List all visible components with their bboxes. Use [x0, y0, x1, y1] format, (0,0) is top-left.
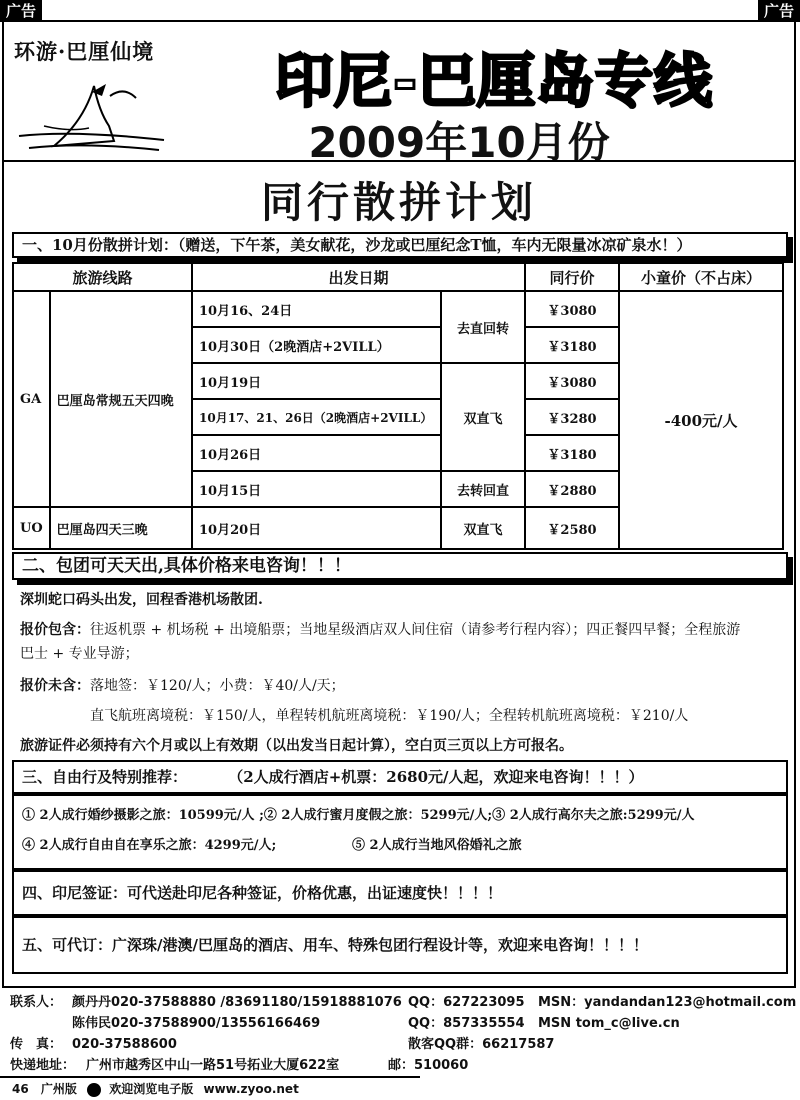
- main-title: 印尼-巴厘岛专线: [274, 47, 714, 115]
- section2-title: 二、包团可天天出,具体价格来电咨询！！！: [12, 552, 788, 580]
- qq-1: QQ：627223095: [408, 995, 525, 1010]
- logo: [14, 36, 179, 166]
- schedule-table: [12, 262, 784, 550]
- address: 广州市越秀区中山一路51号拓业大厦622室: [86, 1058, 340, 1073]
- airline-code: UO: [13, 507, 50, 549]
- contacts: [10, 992, 797, 1076]
- section5-title: 五、可代订：广深珠/港澳/巴厘岛的酒店、用车、特殊包团行程设计等，欢迎来电咨询！！！！: [12, 916, 788, 974]
- excludes-line1: 落地签：￥120/人；小费：￥40/人/天；: [90, 678, 345, 694]
- contact-person-2: 陈伟民020-37588900/13556166469: [72, 1016, 321, 1031]
- globe-icon: [87, 1083, 101, 1097]
- departure-note: 深圳蛇口码头出发，回程香港机场散团.: [20, 592, 263, 608]
- header-price: 同行价: [525, 263, 619, 291]
- flight-type: 双直飞: [441, 507, 525, 549]
- header-child-price: 小童价（不占床）: [619, 263, 783, 291]
- departure-date: 10月30日（2晚酒店+2VILL）: [192, 327, 441, 363]
- msn-1: MSN：yandandan123@hotmail.com: [538, 995, 797, 1010]
- title-date: 2009年10月份: [308, 118, 610, 167]
- edition: 广州版: [40, 1082, 77, 1096]
- subtitle: 同行散拼计划: [260, 178, 537, 227]
- package-4: ④ 2人成行自由自在享乐之旅：4299元/人;: [22, 838, 277, 853]
- ad-tag-right: 广告: [758, 0, 800, 22]
- excludes: [20, 674, 780, 698]
- header-date: 出发日期: [192, 263, 525, 291]
- price: ￥3080: [525, 291, 619, 327]
- departure-date: 10月19日: [192, 363, 441, 399]
- divider: [4, 160, 794, 162]
- boat-sail-icon: [14, 66, 174, 158]
- flight-type: 双直飞: [441, 363, 525, 471]
- fax-number: 020-37588600: [72, 1037, 177, 1052]
- excludes-label: 报价未含：: [20, 678, 90, 694]
- section3-title-box: [12, 760, 788, 794]
- ad-tag-left: 广告: [0, 0, 42, 22]
- header-route: 旅游线路: [13, 263, 192, 291]
- contact-label: 联系人：: [10, 995, 63, 1010]
- price: ￥2880: [525, 471, 619, 507]
- flight-type: 去直回转: [441, 291, 525, 363]
- contact-row: [10, 1034, 790, 1055]
- packages-line1: ① 2人成行婚纱摄影之旅：10599元/人 ;② 2人成行蜜月度假之旅：5299元/人;③ 2人成行高尔夫之旅:5299元/人: [22, 808, 695, 823]
- postcode: 邮：510060: [388, 1058, 469, 1073]
- route-name: 巴厘岛四天三晚: [50, 507, 192, 549]
- price: ￥3280: [525, 399, 619, 435]
- includes-line2: 巴士 + 专业导游；: [20, 646, 139, 662]
- passport-note: 旅游证件必须持有六个月或以上有效期（以出发当日起计算），空白页三页以上方可报名。: [20, 738, 573, 754]
- price: ￥3180: [525, 327, 619, 363]
- logo-text: 环游·巴厘仙境: [14, 39, 155, 64]
- packages-line2: [22, 834, 786, 858]
- msn-2: MSN tom_c@live.cn: [538, 1016, 680, 1031]
- address-label: 快递地址：: [10, 1058, 76, 1073]
- qq-2: QQ：857335554: [408, 1016, 525, 1031]
- departure-date: 10月20日: [192, 507, 441, 549]
- departure-date: 10月26日: [192, 435, 441, 471]
- includes: [20, 618, 780, 642]
- footer: [12, 1080, 299, 1097]
- price: ￥2580: [525, 507, 619, 549]
- promo-text: 欢迎浏览电子版: [109, 1082, 194, 1096]
- includes-label: 报价包含：: [20, 622, 90, 638]
- excludes-line2: 直飞航班离境税：￥150/人，单程转机航班离境税：￥190/人；全程转机航班离境税：￥210/人: [90, 708, 689, 724]
- includes-line1: 往返机票 + 机场税 + 出境船票；当地星级酒店双人间住宿（请参考行程内容）；四正餐四早餐；全程旅游: [90, 622, 741, 638]
- group-qq: 散客QQ群：66217587: [408, 1037, 555, 1052]
- section1-title: 一、10月份散拼计划：（赠送，下午茶，美女献花，沙龙或巴厘纪念T恤，车内无限量冰凉矿泉水！）: [12, 232, 788, 258]
- contact-row: [10, 1013, 790, 1034]
- section4-title: 四、印尼签证：可代送赴印尼各种签证，价格优惠，出证速度快！！！！: [12, 870, 788, 916]
- child-price: -400元/人: [619, 291, 783, 549]
- footer-divider: [0, 1076, 420, 1078]
- contact-person-1: 颜丹丹020-37588880 /83691180/15918881076: [72, 995, 402, 1010]
- section3-packages: [12, 794, 788, 870]
- departure-date: 10月15日: [192, 471, 441, 507]
- table-header-row: [13, 263, 783, 291]
- section3-offer: （2人成行酒店+机票：2680元/人起，欢迎来电咨询！！！）: [228, 768, 644, 786]
- section3-title: 三、自由行及特别推荐：: [22, 768, 188, 786]
- price: ￥3180: [525, 435, 619, 471]
- contact-row: [10, 992, 797, 1013]
- departure-date: 10月16、24日: [192, 291, 441, 327]
- contact-row: [10, 1055, 790, 1076]
- fax-label: 传 真：: [10, 1037, 63, 1052]
- page-number: 46: [12, 1082, 29, 1096]
- package-5: ⑤ 2人成行当地风俗婚礼之旅: [352, 838, 522, 853]
- departure-date: 10月17、21、26日（2晚酒店+2VILL）: [192, 399, 441, 435]
- website[interactable]: www.zyoo.net: [203, 1082, 299, 1096]
- route-name: 巴厘岛常规五天四晚: [50, 291, 192, 507]
- flight-type: 去转回直: [441, 471, 525, 507]
- price: ￥3080: [525, 363, 619, 399]
- airline-code: GA: [13, 291, 50, 507]
- table-row: [13, 291, 783, 327]
